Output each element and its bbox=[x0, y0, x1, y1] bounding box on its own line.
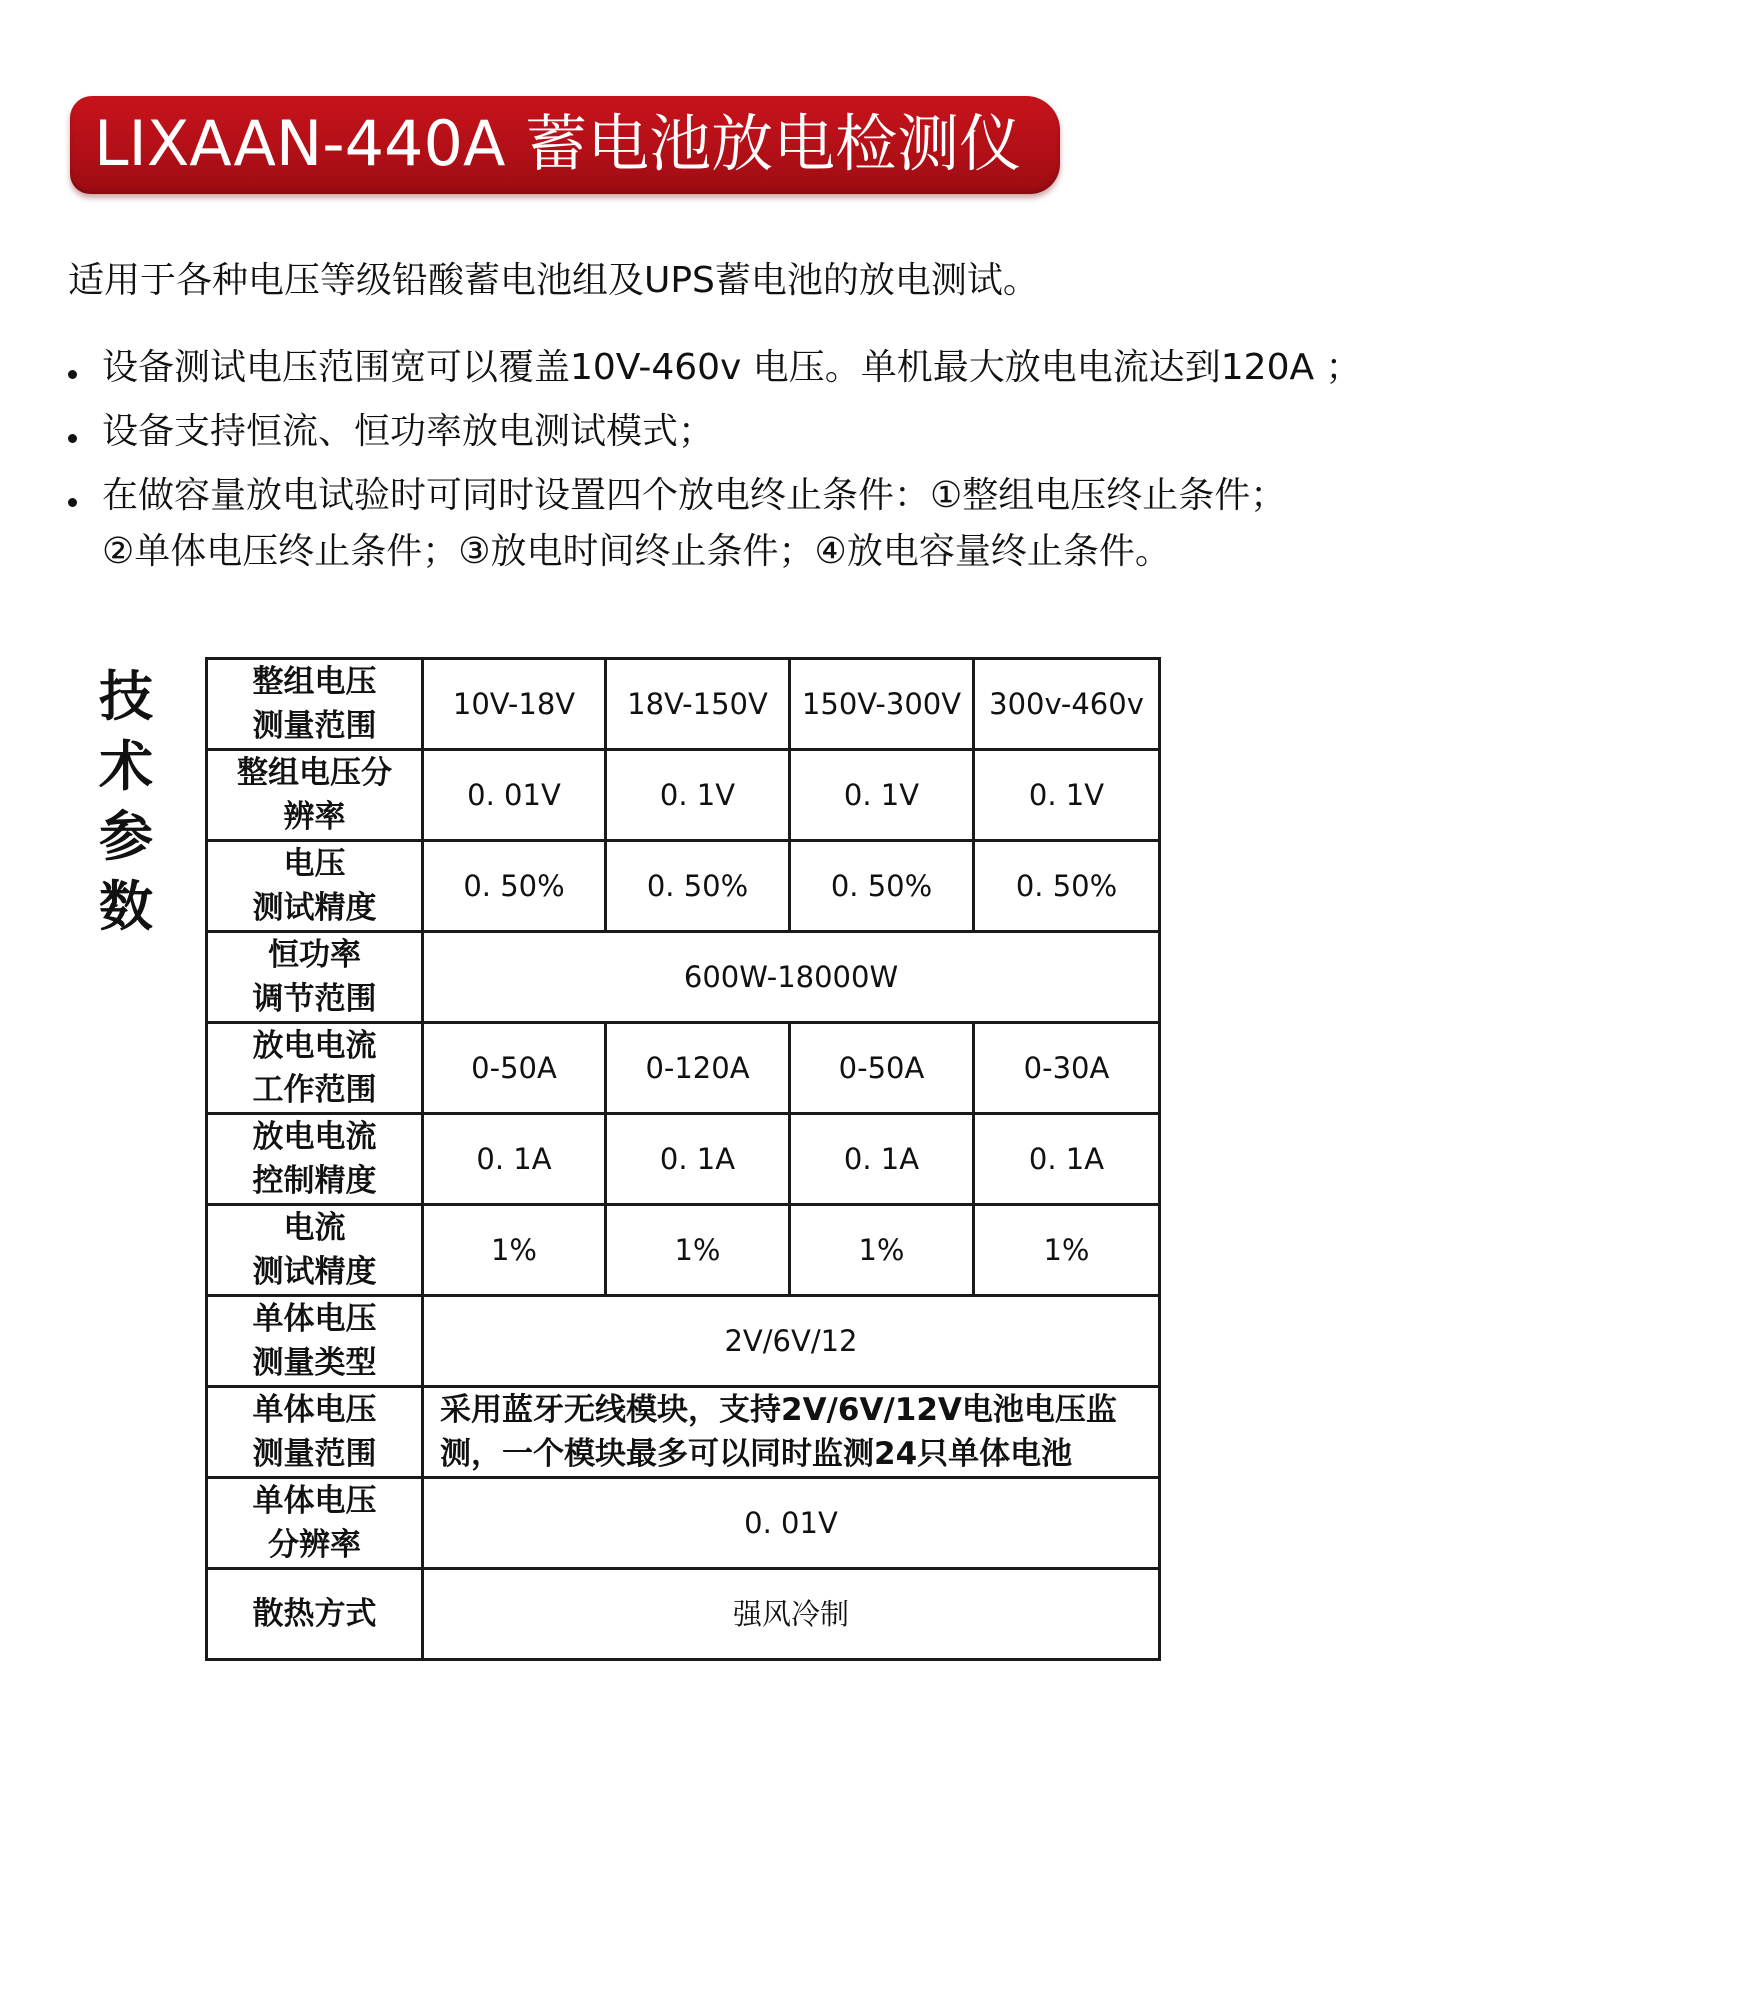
table-cell: 0-120A bbox=[606, 1023, 790, 1114]
title-banner bbox=[70, 96, 1060, 194]
row-header: 散热方式 bbox=[207, 1569, 423, 1660]
table-cell-merged: 2V/6V/12 bbox=[423, 1296, 1160, 1387]
table-cell: 300v-460v bbox=[974, 659, 1160, 750]
row-header: 整组电压分 辨率 bbox=[207, 750, 423, 841]
table-cell: 0. 1V bbox=[790, 750, 974, 841]
table-cell: 0. 1A bbox=[790, 1114, 974, 1205]
table-cell: 0. 1A bbox=[974, 1114, 1160, 1205]
row-header: 放电电流 工作范围 bbox=[207, 1023, 423, 1114]
feature-list bbox=[68, 340, 1362, 588]
bullet-icon bbox=[68, 498, 77, 507]
table-cell-merged: 强风冷制 bbox=[423, 1569, 1160, 1660]
table-cell: 18V-150V bbox=[606, 659, 790, 750]
table-cell: 0. 50% bbox=[606, 841, 790, 932]
feature-item bbox=[68, 468, 1362, 580]
table-cell: 0. 50% bbox=[790, 841, 974, 932]
table-cell-merged: 采用蓝牙无线模块，支持2V/6V/12V电池电压监 测，一个模块最多可以同时监测24只单体电池 bbox=[423, 1387, 1160, 1478]
table-cell: 0. 1V bbox=[974, 750, 1160, 841]
table-row bbox=[207, 1114, 1160, 1205]
table-row bbox=[207, 1569, 1160, 1660]
table-cell: 0. 50% bbox=[423, 841, 606, 932]
row-header: 电压 测试精度 bbox=[207, 841, 423, 932]
table-row bbox=[207, 1478, 1160, 1569]
table-cell: 0-30A bbox=[974, 1023, 1160, 1114]
table-cell: 0-50A bbox=[790, 1023, 974, 1114]
table-cell: 10V-18V bbox=[423, 659, 606, 750]
table-row bbox=[207, 932, 1160, 1023]
page-title: LIXAAN-440A 蓄电池放电检测仪 bbox=[94, 107, 1022, 180]
section-label-tech-params bbox=[98, 662, 154, 942]
feature-text: 在做容量放电试验时可同时设置四个放电终止条件：①整组电压终止条件； bbox=[102, 475, 1287, 516]
row-header: 单体电压 分辨率 bbox=[207, 1478, 423, 1569]
table-row bbox=[207, 1387, 1160, 1478]
table-row bbox=[207, 1023, 1160, 1114]
table-row bbox=[207, 1205, 1160, 1296]
spec-table bbox=[205, 657, 1161, 1661]
table-cell-merged: 600W-18000W bbox=[423, 932, 1160, 1023]
section-label-char: 参 bbox=[99, 805, 153, 868]
row-header: 单体电压 测量范围 bbox=[207, 1387, 423, 1478]
row-header: 电流 测试精度 bbox=[207, 1205, 423, 1296]
bullet-icon bbox=[68, 434, 77, 443]
table-cell: 0. 1A bbox=[423, 1114, 606, 1205]
table-cell: 0. 01V bbox=[423, 750, 606, 841]
table-row bbox=[207, 750, 1160, 841]
row-header: 整组电压 测量范围 bbox=[207, 659, 423, 750]
intro-text: 适用于各种电压等级铅酸蓄电池组及UPS蓄电池的放电测试。 bbox=[68, 260, 1039, 301]
table-cell: 1% bbox=[974, 1205, 1160, 1296]
feature-item bbox=[68, 340, 1362, 396]
feature-text: 设备测试电压范围宽可以覆盖10V-460v 电压。单机最大放电电流达到120A ； bbox=[102, 347, 1362, 388]
feature-text: 设备支持恒流、恒功率放电测试模式； bbox=[102, 411, 715, 452]
feature-item bbox=[68, 404, 1362, 460]
table-cell: 0. 50% bbox=[974, 841, 1160, 932]
table-cell: 1% bbox=[606, 1205, 790, 1296]
row-header: 恒功率 调节范围 bbox=[207, 932, 423, 1023]
table-cell: 0. 1V bbox=[606, 750, 790, 841]
table-row bbox=[207, 841, 1160, 932]
row-header: 单体电压 测量类型 bbox=[207, 1296, 423, 1387]
section-label-char: 术 bbox=[99, 735, 153, 798]
table-cell: 0-50A bbox=[423, 1023, 606, 1114]
table-cell: 150V-300V bbox=[790, 659, 974, 750]
table-cell-merged: 0. 01V bbox=[423, 1478, 1160, 1569]
table-row bbox=[207, 659, 1160, 750]
table-row bbox=[207, 1296, 1160, 1387]
table-cell: 1% bbox=[790, 1205, 974, 1296]
row-header: 放电电流 控制精度 bbox=[207, 1114, 423, 1205]
bullet-icon bbox=[68, 370, 77, 379]
section-label-char: 技 bbox=[99, 665, 153, 728]
feature-text-continued: ②单体电压终止条件；③放电时间终止条件；④放电容量终止条件。 bbox=[102, 531, 1171, 572]
table-cell: 1% bbox=[423, 1205, 606, 1296]
table-cell: 0. 1A bbox=[606, 1114, 790, 1205]
section-label-char: 数 bbox=[99, 875, 153, 938]
